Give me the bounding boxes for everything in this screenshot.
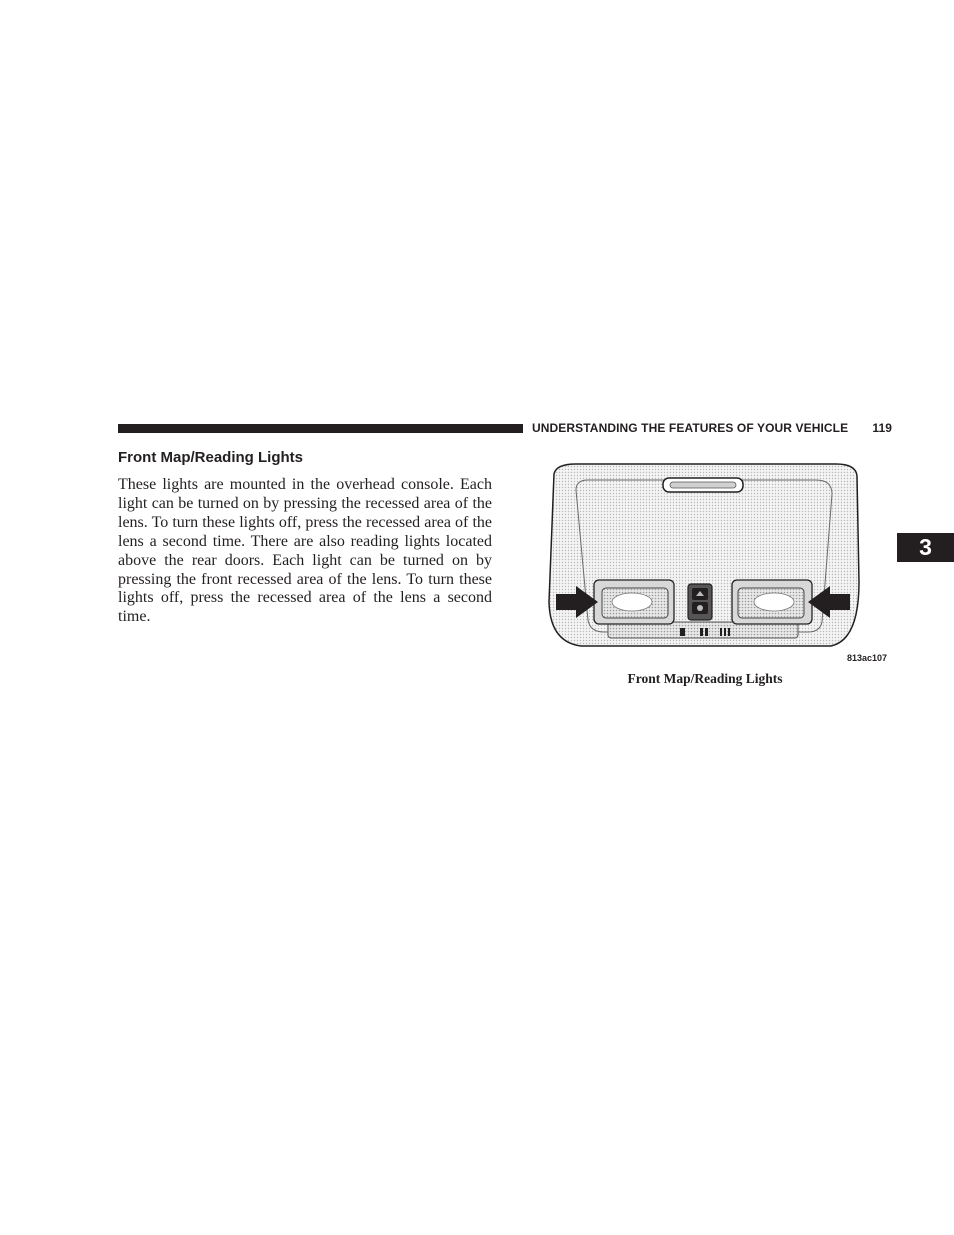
header-section-title: UNDERSTANDING THE FEATURES OF YOUR VEHICLE: [532, 421, 849, 435]
right-arrow-pointer: [808, 586, 850, 618]
figure-code: 813ac107: [846, 653, 887, 663]
section-title: Front Map/Reading Lights: [118, 449, 303, 466]
running-header: [532, 420, 892, 436]
chapter-tab: [897, 533, 954, 562]
left-arrow-pointer: [556, 586, 598, 618]
figure: [546, 462, 860, 652]
header-rule: [118, 424, 523, 433]
page-number: 119: [872, 421, 892, 435]
chapter-number: 3: [919, 534, 932, 560]
body-paragraph: These lights are mounted in the overhead console. Each light can be turned on by pressing the recessed area of the lens. To turn these lights off, press the recessed area of the lens a second time. There are also reading lights located above the rear doors. Each light can be turned on by pressing the front recessed area of the lens. To turn these lights off, press the recessed area of the lens a second time.: [118, 476, 492, 626]
figure-caption: Front Map/Reading Lights: [627, 671, 783, 686]
overhead-console-illustration: [546, 462, 860, 652]
